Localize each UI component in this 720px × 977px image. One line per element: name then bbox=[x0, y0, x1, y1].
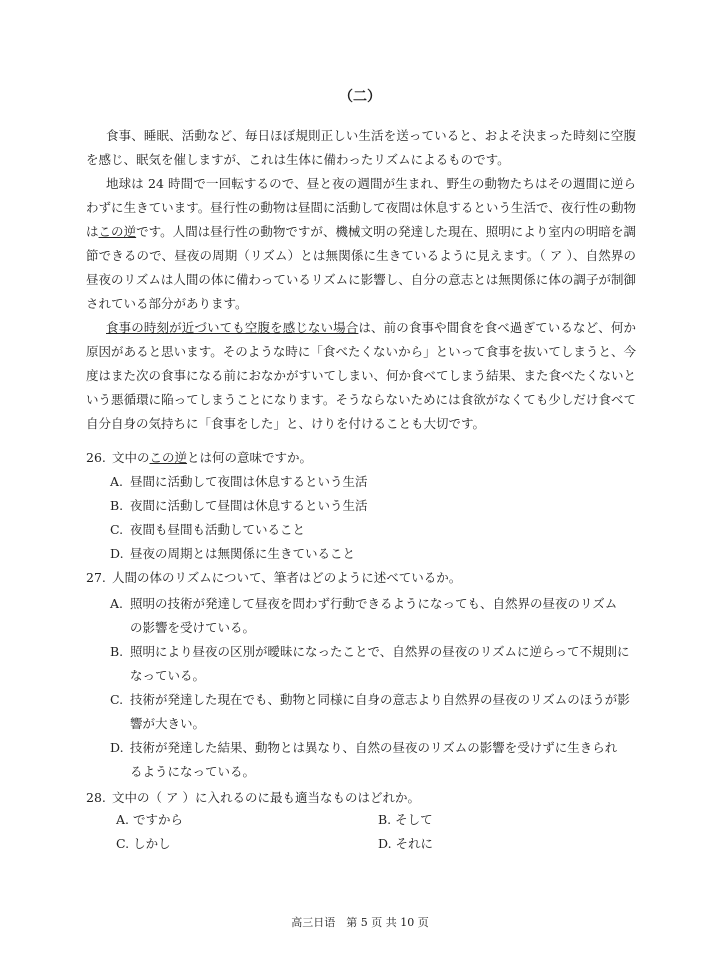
option-label: B. bbox=[378, 812, 392, 827]
option-text: 昼夜の周期とは無関係に生きていること bbox=[130, 546, 356, 561]
question-26-post: とは何の意味ですか。 bbox=[187, 450, 313, 465]
option-text-line-1: 照明の技術が発達して昼夜を問わず行動できるようになっても、自然界の昼夜のリズム bbox=[130, 596, 618, 611]
q27-option-c[interactable] bbox=[110, 688, 640, 736]
option-label: C. bbox=[110, 522, 124, 537]
question-27-text: 人間の体のリズムについて、筆者はどのように述べているか。 bbox=[112, 570, 462, 585]
option-text: 昼間に活動して夜間は休息するという生活 bbox=[130, 474, 368, 489]
option-text: しかし bbox=[133, 836, 171, 851]
p2-underlined-phrase: この逆 bbox=[98, 224, 137, 239]
option-label: A. bbox=[116, 812, 130, 827]
q27-option-d[interactable] bbox=[110, 736, 640, 784]
page-footer: 高三日语 第 5 页 共 10 页 bbox=[291, 916, 429, 929]
option-text: ですから bbox=[133, 812, 184, 827]
option-label: A. bbox=[110, 474, 124, 489]
option-text-line-2: なっている。 bbox=[130, 668, 206, 683]
question-26-pre: 文中の bbox=[112, 450, 150, 465]
option-text: それに bbox=[395, 836, 434, 851]
question-27-number: 27. bbox=[86, 570, 106, 585]
q28-option-d[interactable] bbox=[378, 832, 433, 856]
p1-text: 食事、睡眠、活動など、毎日ほぼ規則正しい生活を送っていると、およそ決まった時刻に空腹を感じ、眠気を催しますが、これは生体に備わったリズムによるものです。 bbox=[86, 128, 636, 167]
option-text-line-2: の影響を受けている。 bbox=[130, 620, 256, 635]
q26-option-d[interactable] bbox=[110, 542, 640, 566]
p2-text-a: 地球は 24 時間で一回転するので、昼と夜の週間が生まれ、野生の動物たちはその週間に逆らわずに生きています。昼行性の動物は昼間に活動して夜間は休息するという生活で、夜行性の動物は bbox=[86, 176, 636, 239]
option-label: C. bbox=[110, 692, 124, 707]
question-26-number: 26. bbox=[86, 450, 106, 465]
section-title: （二） bbox=[339, 89, 381, 105]
option-label: A. bbox=[110, 596, 124, 611]
option-label: B. bbox=[110, 498, 124, 513]
p3-underlined-phrase: 食事の時刻が近づいても空腹を感じない場合 bbox=[106, 320, 359, 335]
q27-option-b[interactable] bbox=[110, 640, 640, 688]
option-text-line-2: るようになっている。 bbox=[130, 764, 256, 779]
q26-option-a[interactable] bbox=[110, 470, 640, 494]
question-27 bbox=[86, 566, 646, 590]
option-text: 夜間に活動して昼間は休息するという生活 bbox=[130, 498, 368, 513]
question-28-text: 文中の（ ア ）に入れるのに最も適当なものはどれか。 bbox=[112, 790, 420, 805]
p3-text-b: は、前の食事や間食を食べ過ぎているなど、何か原因があると思います。そのような時に「食べたくないから」といって食事を抜いてしまうと、今度はまた次の食事になる前におなかがすいてしまい、何か食べてしまう結果、また食べたくないという悪循環に陥ってしまうことになります。そうならないためには食欲がなくても少しだけ食べて自分自身の気持ちに「食事をした」と、けりを付けることも大切です。 bbox=[86, 320, 637, 431]
option-label: D. bbox=[110, 546, 124, 561]
option-text: そして bbox=[395, 812, 433, 827]
passage-paragraph-3 bbox=[86, 316, 636, 436]
passage-paragraph-1 bbox=[86, 124, 636, 172]
option-label: D. bbox=[378, 836, 392, 851]
passage-paragraph-2 bbox=[86, 172, 636, 316]
option-text-line-1: 技術が発達した現在でも、動物と同様に自身の意志より自然界の昼夜のリズムのほうが影 bbox=[130, 692, 630, 707]
option-text-line-2: 響が大きい。 bbox=[130, 716, 206, 731]
question-28 bbox=[86, 786, 646, 810]
question-26-underlined: この逆 bbox=[149, 450, 188, 465]
question-28-number: 28. bbox=[86, 790, 106, 805]
q27-option-a[interactable] bbox=[110, 592, 640, 640]
option-label: C. bbox=[116, 836, 130, 851]
question-26 bbox=[86, 446, 646, 470]
option-text-line-1: 照明により昼夜の区別が曖昧になったことで、自然界の昼夜のリズムに逆らって不規則に bbox=[130, 644, 630, 659]
p2-text-b: です。人間は昼行性の動物ですが、機械文明の発達した現在、照明により室内の明暗を調節できるので、昼夜の周期（リズム）とは無関係に生きているように見えます。（ ア ）、自然界の昼夜のリズムは人間の体に備わっているリズムに影響し、自分の意志とは無関係に体の調子が制御されている部分があります。 bbox=[86, 224, 636, 311]
option-text-line-1: 技術が発達した結果、動物とは異なり、自然の昼夜のリズムの影響を受けずに生きられ bbox=[130, 740, 618, 755]
q28-option-b[interactable] bbox=[378, 808, 433, 832]
q26-option-c[interactable] bbox=[110, 518, 640, 542]
option-text: 夜間も昼間も活動していること bbox=[130, 522, 306, 537]
q28-option-c[interactable] bbox=[116, 832, 171, 856]
q26-option-b[interactable] bbox=[110, 494, 640, 518]
option-label: D. bbox=[110, 740, 124, 755]
option-label: B. bbox=[110, 644, 124, 659]
q28-option-a[interactable] bbox=[116, 808, 183, 832]
